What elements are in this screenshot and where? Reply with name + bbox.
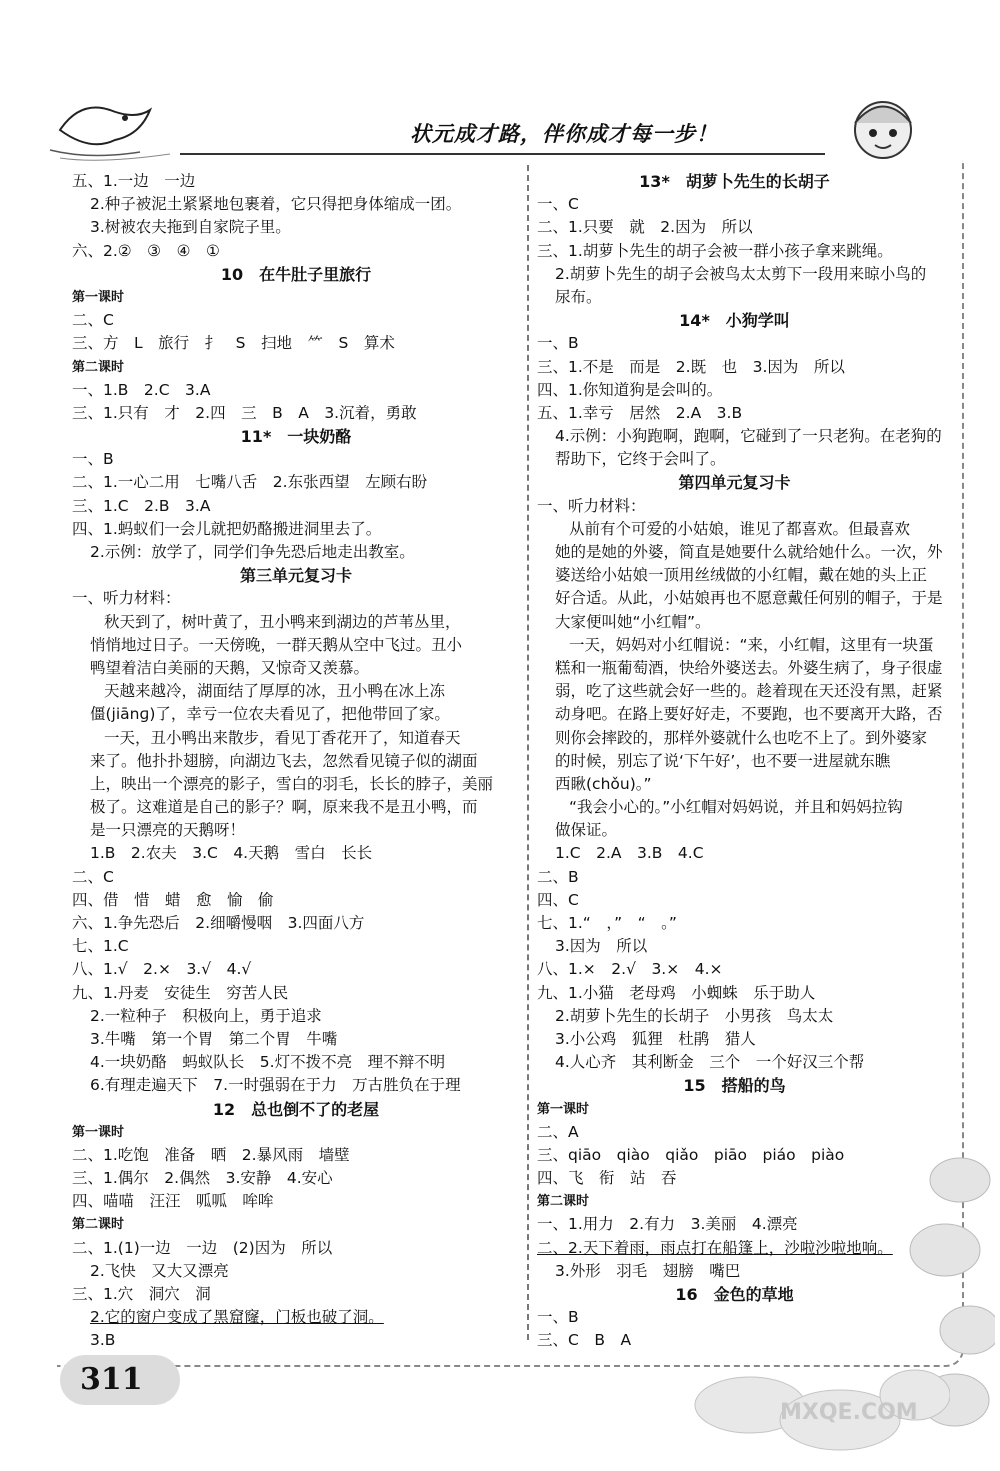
answer-line: 八、1.× 2.√ 3.× 4.×: [537, 960, 723, 979]
answer-line: 3.B: [90, 1331, 116, 1350]
answer-line: 一、B: [72, 450, 114, 469]
answer-line: 一天，妈妈对小红帽说：“来，小红帽，这里有一块蛋: [569, 635, 934, 654]
answer-line: 四、飞 衔 站 吞: [537, 1169, 677, 1188]
answer-line: 三、1.穴 洞穴 洞: [72, 1285, 211, 1303]
answer-line: 三、方 L 旅行 扌 S 扫地 ⺮ S 算术: [72, 334, 395, 353]
answer-line: 一、听力材料：: [72, 589, 181, 608]
lesson-label: 第一课时: [72, 289, 125, 305]
column-divider: [527, 165, 529, 1340]
answer-line: 二、1.只要 就 2.因为 所以: [537, 218, 753, 237]
answer-column-left: [72, 170, 520, 1353]
header-rule: [180, 153, 825, 155]
answer-line: “我会小心的。”小红帽对妈妈说，并且和妈妈拉钩: [569, 798, 903, 817]
answer-line: 三、1.C 2.B 3.A: [72, 496, 211, 515]
answer-line: 极了。这难道是自己的影子？啊，原来我不是丑小鸭，而: [90, 798, 478, 817]
section-title: 第三单元复习卡: [239, 566, 352, 586]
answer-line: 鸭望着洁白美丽的天鹅，又惊奇又羡慕。: [90, 658, 370, 677]
koi-fish-logo-icon: [40, 90, 190, 165]
answer-line: 三、qiāo qiào qiǎo piāo piáo piào: [537, 1145, 845, 1164]
answer-line: 则你会摔跤的，那样外婆就什么也吃不上了。到外婆家: [555, 728, 928, 747]
answer-line: 婆送给小姑娘一顶用丝绒做的小红帽，戴在她的头上正: [555, 566, 928, 585]
answer-line: 三、1.只有 才 2.四 三 B A 3.沉着，勇敢: [72, 403, 417, 422]
answer-line: 三、C B A: [537, 1331, 632, 1350]
answer-line: 一、B: [537, 334, 579, 353]
answer-line: 上，映出一个漂亮的影子，雪白的羽毛，长长的脖子，美丽: [90, 774, 494, 793]
answer-line: 她的是她的外婆，简直是她要什么就给她什么。一次，外: [555, 543, 943, 561]
answer-line: 四、C: [537, 890, 579, 909]
answer-line: 一天，丑小鸭出来散步，看见丁香花开了，知道春天: [104, 728, 461, 747]
answer-line: 糕和一瓶葡萄酒，快给外婆送去。外婆生病了，身子很虚: [555, 658, 943, 677]
answer-line: 二、C: [72, 867, 114, 886]
answer-line: 做保证。: [555, 821, 618, 840]
answer-line: 一、听力材料：: [537, 496, 646, 515]
lesson-label: 第二课时: [537, 1194, 590, 1210]
answer-line: 七、1.C: [72, 937, 129, 956]
section-title: 15 搭船的鸟: [683, 1076, 786, 1096]
answer-line: 四、1.你知道狗是会叫的。: [537, 380, 723, 399]
answer-line: 一、C: [537, 195, 579, 214]
answer-line: 二、2.天下着雨，雨点打在船篷上，沙啦沙啦地响。: [537, 1238, 893, 1257]
answer-line: 1.C 2.A 3.B 4.C: [555, 844, 704, 863]
page-number: 311: [80, 1362, 143, 1397]
answer-line: 三、1.胡萝卜先生的胡子会被一群小孩子拿来跳绳。: [537, 241, 893, 260]
answer-line: 西瞅(chǒu)。”: [555, 774, 652, 793]
answer-line: 大家便叫她“小红帽”。: [555, 612, 711, 631]
answer-line: 2.胡萝卜先生的胡子会被鸟太太剪下一段用来晾小鸟的: [555, 264, 927, 283]
site-watermark: MXQE.COM: [780, 1400, 918, 1425]
answer-line: 帮助下，它终于会叫了。: [555, 450, 726, 469]
answer-line: 2.飞快 又大又漂亮: [90, 1261, 229, 1280]
answer-line: 1.B 2.农夫 3.C 4.天鹅 雪白 长长: [90, 844, 373, 863]
answer-line: 二、1.一心二用 七嘴八舌 2.东张西望 左顾右盼: [72, 473, 428, 492]
lesson-label: 第一课时: [72, 1124, 125, 1140]
answer-line: 2.它的窗户变成了黑窟窿，门板也破了洞。: [90, 1308, 384, 1327]
section-title: 第四单元复习卡: [678, 473, 791, 493]
answer-line: 二、C: [72, 311, 114, 330]
answer-line: 六、1.争先恐后 2.细嚼慢咽 3.四面八方: [72, 914, 365, 932]
answer-line: 悄悄地过日子。一天傍晚，一群天鹅从空中飞过。丑小: [90, 635, 463, 654]
section-title: 13* 胡萝卜先生的长胡子: [639, 172, 830, 191]
answer-line: 好合适。从此，小姑娘再也不愿意戴任何别的帽子，于是: [555, 589, 943, 608]
answer-line: 从前有个可爱的小姑娘，谁见了都喜欢。但最喜欢: [569, 519, 911, 538]
answer-line: 秋天到了，树叶黄了，丑小鸭来到湖边的芦苇丛里，: [104, 612, 461, 631]
lesson-label: 第二课时: [72, 1217, 125, 1233]
answer-line: 是一只漂亮的天鹅呀！: [90, 821, 246, 840]
answer-line: 2.种子被泥土紧紧地包裹着，它只得把身体缩成一团。: [90, 195, 462, 214]
answer-line: 2.一粒种子 积极向上，勇于追求: [90, 1006, 322, 1025]
answer-line: 二、B: [537, 867, 579, 886]
section-title: 14* 小狗学叫: [679, 311, 790, 331]
answer-line: 五、1.幸亏 居然 2.A 3.B: [537, 403, 743, 422]
answer-line: 五、1.一边 一边: [72, 172, 196, 190]
lesson-label: 第一课时: [537, 1101, 590, 1117]
answer-line: 二、1.(1)一边 一边 (2)因为 所以: [72, 1238, 333, 1257]
answer-line: 弱，吃了这些就会好一些的。趁着现在天还没有黑，赶紧: [555, 682, 943, 701]
answer-line: 2.示例：放学了，同学们争先恐后地走出教室。: [90, 543, 415, 561]
section-title: 16 金色的草地: [675, 1285, 794, 1304]
answer-line: 3.外形 羽毛 翅膀 嘴巴: [555, 1261, 741, 1280]
section-title: 10 在牛肚子里旅行: [220, 264, 372, 284]
answer-line: 来了。他扑扑翅膀，向湖边飞去，忽然看见镜子似的湖面: [90, 751, 478, 770]
answer-line: 六、2.② ③ ④ ①: [72, 241, 220, 260]
answer-line: 七、1.“ ，” “ 。”: [537, 914, 677, 932]
lesson-label: 第二课时: [72, 359, 125, 375]
answer-line: 二、1.吃饱 准备 晒 2.暴风雨 墙壁: [72, 1145, 350, 1164]
answer-line: 尿布。: [555, 287, 602, 306]
answer-line: 一、1.B 2.C 3.A: [72, 380, 211, 399]
answer-line: 3.牛嘴 第一个胃 第二个胃 牛嘴: [90, 1029, 338, 1048]
header-slogan: 状元成才路，伴你成才每一步！: [410, 122, 718, 146]
answer-line: 三、1.不是 而是 2.既 也 3.因为 所以: [537, 357, 845, 376]
answer-line: 6.有理走遍天下 7.一时强弱在于力 万古胜负在于理: [90, 1076, 461, 1095]
answer-line: 一、1.用力 2.有力 3.美丽 4.漂亮: [537, 1215, 798, 1234]
answer-line: 四、1.蚂蚁们一会儿就把奶酪搬进洞里去了。: [72, 519, 382, 538]
answer-line: 3.因为 所以: [555, 937, 648, 956]
page-header: [0, 0, 1000, 175]
section-title: 11* 一块奶酪: [240, 427, 352, 447]
answer-line: 八、1.√ 2.× 3.√ 4.√: [72, 960, 252, 979]
answer-column-right: [537, 170, 943, 1353]
answer-line: 一、B: [537, 1308, 579, 1327]
answer-line: 4.一块奶酪 蚂蚁队长 5.灯不拨不亮 理不辩不明: [90, 1053, 446, 1072]
answer-line: 九、1.丹麦 安徒生 穷苦人民: [72, 983, 289, 1002]
answer-line: 四、借 惜 蜡 愈 愉 偷: [72, 890, 274, 909]
answer-line: 3.小公鸡 狐狸 杜鹃 猎人: [555, 1029, 756, 1048]
answer-line: 四、喵喵 汪汪 呱呱 哞哞: [72, 1192, 274, 1211]
answer-line: 动身吧。在路上要好好走，不要跑，也不要离开大路，否: [555, 705, 943, 724]
answer-line: 3.树被农夫拖到自家院子里。: [90, 218, 291, 237]
answer-line: 4.示例：小狗跑啊，跑啊，它碰到了一只老狗。在老狗的: [555, 427, 942, 446]
answer-line: 天越来越冷，湖面结了厚厚的冰，丑小鸭在冰上冻: [104, 682, 446, 701]
answer-line: 的时候，别忘了说‘下午好’，也不要一进屋就东瞧: [555, 751, 891, 770]
answer-line: 三、1.偶尔 2.偶然 3.安静 4.安心: [72, 1169, 333, 1188]
answer-line: 僵(jiānɡ)了，幸亏一位农夫看见了，把他带回了家。: [90, 705, 450, 724]
answer-line: 二、A: [537, 1122, 579, 1141]
section-title: 12 总也倒不了的老屋: [212, 1099, 380, 1119]
answer-line: 4.人心齐 其利断金 三个 一个好汉三个帮: [555, 1053, 865, 1072]
answer-line: 2.胡萝卜先生的长胡子 小男孩 鸟太太: [555, 1006, 834, 1025]
answer-line: 九、1.小猫 老母鸡 小蜘蛛 乐于助人: [537, 983, 816, 1002]
